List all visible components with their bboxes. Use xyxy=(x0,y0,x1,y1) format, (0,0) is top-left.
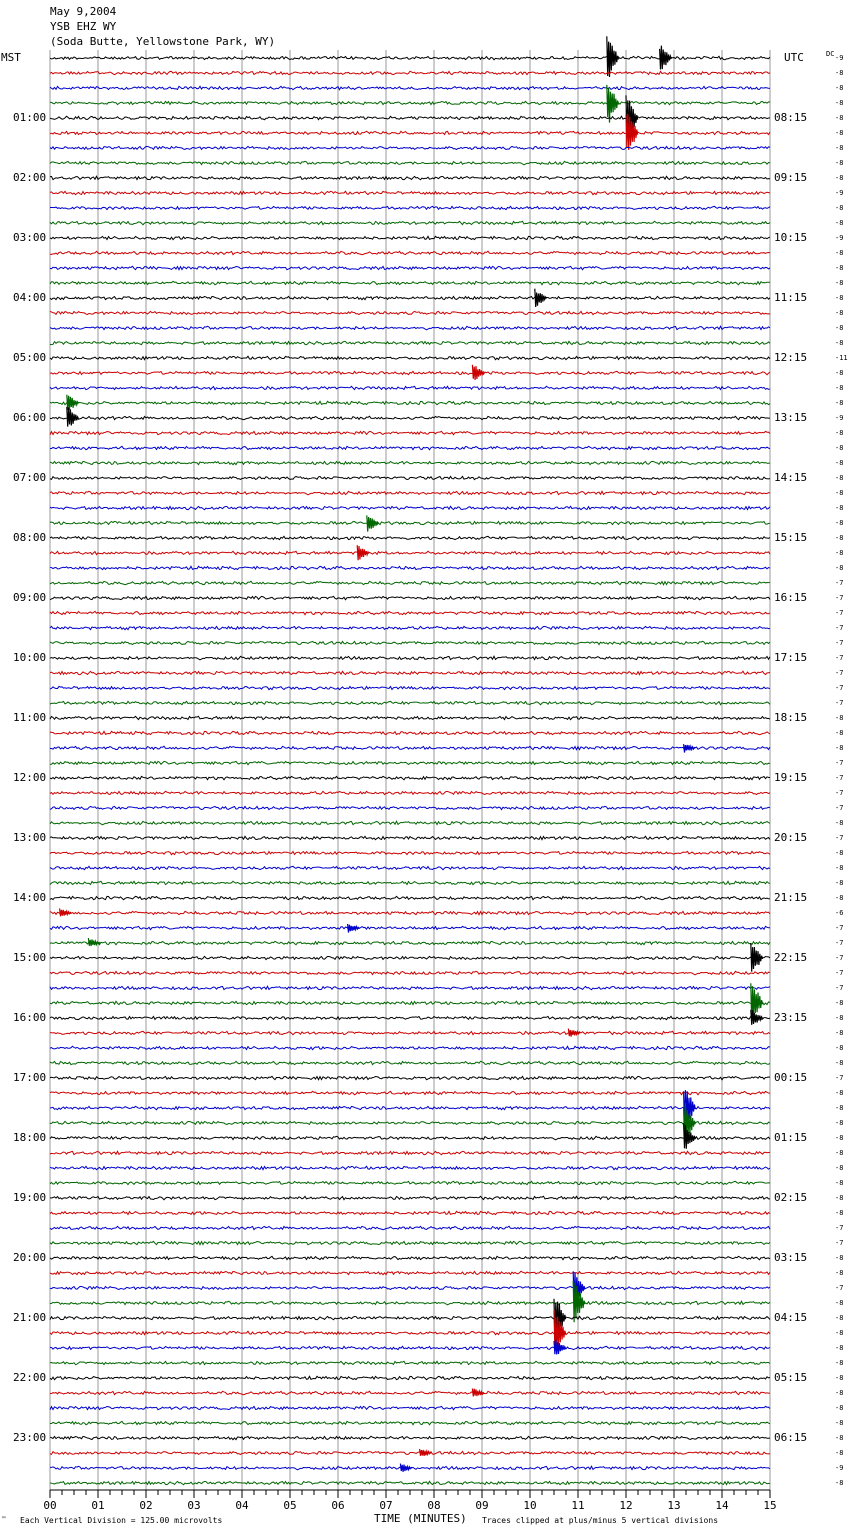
dc-offset-label: -8 xyxy=(835,309,844,317)
utc-time-label: 08:15 xyxy=(774,111,808,124)
dc-offset-label: -8 xyxy=(835,324,844,332)
dc-offset-label: -7 xyxy=(835,579,844,587)
mst-time-label: 03:00 xyxy=(13,231,47,244)
dc-offset-label: -6 xyxy=(835,909,844,917)
dc-offset-label: -7 xyxy=(835,1239,844,1247)
seismic-trace xyxy=(50,1016,770,1019)
x-tick-label: 06 xyxy=(331,1499,345,1512)
seismic-event xyxy=(535,289,547,307)
dc-offset-label: -7 xyxy=(835,924,844,932)
dc-offset-label: -8 xyxy=(835,1299,844,1307)
dc-offset-label: -8 xyxy=(835,384,844,392)
utc-time-label: 10:15 xyxy=(774,231,808,244)
mst-time-label: 11:00 xyxy=(13,711,47,724)
utc-time-label: 16:15 xyxy=(774,591,808,604)
seismic-trace xyxy=(50,251,770,254)
seismic-trace xyxy=(50,71,770,74)
seismic-trace xyxy=(50,896,770,899)
seismic-trace xyxy=(50,116,770,119)
dc-offset-label: -8 xyxy=(835,1419,844,1427)
seismic-trace xyxy=(50,1181,770,1184)
seismic-trace xyxy=(50,1346,770,1349)
seismic-trace xyxy=(50,371,770,374)
dc-offset-label: -7 xyxy=(835,804,844,812)
dc-offset-label: -7 xyxy=(835,669,844,677)
seismic-trace xyxy=(50,1361,770,1364)
utc-time-label: 05:15 xyxy=(774,1371,808,1384)
mst-time-label: 15:00 xyxy=(13,951,47,964)
dc-offset-label: -8 xyxy=(835,564,844,572)
dc-offset-label: -8 xyxy=(835,504,844,512)
x-tick-label: 02 xyxy=(139,1499,153,1512)
dc-offset-label: -8 xyxy=(835,459,844,467)
mst-time-label: 17:00 xyxy=(13,1071,47,1084)
x-tick-label: 01 xyxy=(91,1499,105,1512)
utc-time-label: 22:15 xyxy=(774,951,808,964)
dc-offset-label: -8 xyxy=(835,1014,844,1022)
seismic-trace xyxy=(50,221,770,224)
utc-time-label: 03:15 xyxy=(774,1251,808,1264)
utc-axis-label: UTC xyxy=(784,51,804,64)
x-axis-title: TIME (MINUTES) xyxy=(374,1512,467,1525)
dc-offset-label: -7 xyxy=(835,684,844,692)
seismic-trace xyxy=(50,1046,770,1049)
dc-offset-label: -7 xyxy=(835,954,844,962)
seismic-trace xyxy=(50,551,770,554)
dc-offset-label: -8 xyxy=(835,729,844,737)
dc-label: DC xyxy=(826,50,835,58)
dc-offset-label: -8 xyxy=(835,369,844,377)
seismic-trace xyxy=(50,521,770,524)
dc-offset-label: -8 xyxy=(835,519,844,527)
dc-offset-label: -8 xyxy=(835,264,844,272)
seismic-trace xyxy=(50,1451,770,1454)
dc-offset-label: -8 xyxy=(835,444,844,452)
dc-offset-label: -8 xyxy=(835,1479,844,1487)
seismic-trace xyxy=(50,746,770,750)
seismic-trace xyxy=(50,206,770,209)
dc-offset-label: -8 xyxy=(835,1374,844,1382)
dc-offset-label: -7 xyxy=(835,594,844,602)
mst-time-label: 08:00 xyxy=(13,531,47,544)
dc-offset-label: -7 xyxy=(835,699,844,707)
dc-offset-label: -7 xyxy=(835,939,844,947)
seismic-trace xyxy=(50,1241,770,1244)
seismic-trace xyxy=(50,836,770,839)
x-tick-label: 05 xyxy=(283,1499,297,1512)
seismic-trace xyxy=(50,1031,770,1034)
seismic-trace xyxy=(50,1226,770,1229)
seismic-trace xyxy=(50,1256,770,1259)
seismic-trace xyxy=(50,911,770,915)
seismic-trace xyxy=(50,1136,770,1140)
dc-offset-label: -8 xyxy=(835,144,844,152)
seismic-trace xyxy=(50,1421,770,1424)
dc-offset-label: -8 xyxy=(835,1269,844,1277)
seismic-trace xyxy=(50,941,770,944)
utc-time-label: 18:15 xyxy=(774,711,808,724)
x-tick-label: 11 xyxy=(571,1499,585,1512)
seismic-trace xyxy=(50,506,770,509)
seismic-trace xyxy=(50,1196,770,1199)
seismic-trace xyxy=(50,1331,770,1334)
utc-time-label: 19:15 xyxy=(774,771,808,784)
dc-offset-label: -7 xyxy=(835,609,844,617)
seismic-trace xyxy=(50,701,770,704)
dc-offset-label: -7 xyxy=(835,759,844,767)
mst-time-label: 02:00 xyxy=(13,171,47,184)
dc-offset-label: -7 xyxy=(835,774,844,782)
dc-offset-label: -8 xyxy=(835,159,844,167)
seismic-trace xyxy=(50,776,770,779)
dc-offset-label: -8 xyxy=(835,249,844,257)
dc-offset-label: -8 xyxy=(835,849,844,857)
mst-time-label: 20:00 xyxy=(13,1251,47,1264)
seismic-trace xyxy=(50,731,770,734)
dc-offset-label: -8 xyxy=(835,819,844,827)
dc-offset-label: -8 xyxy=(835,129,844,137)
mst-time-label: 22:00 xyxy=(13,1371,47,1384)
seismic-trace xyxy=(50,131,770,134)
utc-time-label: 00:15 xyxy=(774,1071,808,1084)
seismic-trace xyxy=(50,1286,770,1289)
seismic-trace xyxy=(50,1121,770,1124)
utc-time-label: 23:15 xyxy=(774,1011,808,1024)
mst-time-label: 06:00 xyxy=(13,411,47,424)
station-location: (Soda Butte, Yellowstone Park, WY) xyxy=(50,35,276,48)
dc-offset-label: -8 xyxy=(835,744,844,752)
seismic-trace xyxy=(50,461,770,464)
dc-offset-label: -8 xyxy=(835,1314,844,1322)
dc-offset-label: -8 xyxy=(835,69,844,77)
seismic-trace xyxy=(50,1211,770,1214)
seismic-trace xyxy=(50,1301,770,1305)
seismic-event xyxy=(367,515,379,531)
seismic-trace xyxy=(50,1001,770,1004)
dc-offset-label: -8 xyxy=(835,1119,844,1127)
dc-offset-label: -7 xyxy=(835,1284,844,1292)
seismic-trace xyxy=(50,611,770,614)
seismic-event xyxy=(357,545,369,560)
seismic-trace xyxy=(50,626,770,629)
seismic-trace xyxy=(50,791,770,794)
dc-offset-label: -8 xyxy=(835,279,844,287)
x-tick-label: 10 xyxy=(523,1499,537,1512)
seismic-trace xyxy=(50,326,770,330)
seismic-trace xyxy=(50,1316,770,1319)
x-tick-label: 15 xyxy=(763,1499,777,1512)
dc-offset-label: -7 xyxy=(835,834,844,842)
dc-offset-label: -8 xyxy=(835,1029,844,1037)
dc-offset-label: -8 xyxy=(835,879,844,887)
dc-offset-label: -9 xyxy=(835,1464,844,1472)
seismic-trace xyxy=(50,356,770,359)
mst-time-label: 05:00 xyxy=(13,351,47,364)
seismic-trace xyxy=(50,536,770,539)
seismic-trace xyxy=(50,1166,770,1169)
seismic-trace xyxy=(50,1271,770,1274)
mst-time-label: 09:00 xyxy=(13,591,47,604)
seismic-event xyxy=(348,924,360,933)
dc-offset-label: -7 xyxy=(835,654,844,662)
seismic-trace xyxy=(50,1436,770,1439)
dc-offset-label: -7 xyxy=(835,1224,844,1232)
mst-time-label: 10:00 xyxy=(13,651,47,664)
utc-time-label: 09:15 xyxy=(774,171,808,184)
seismic-trace xyxy=(50,881,770,884)
seismic-trace xyxy=(50,476,770,479)
seismic-trace xyxy=(50,1061,770,1064)
dc-offset-label: -8 xyxy=(835,84,844,92)
seismic-trace xyxy=(50,431,770,434)
station-code: YSB EHZ WY xyxy=(50,20,117,33)
dc-offset-label: -8 xyxy=(835,714,844,722)
seismic-trace xyxy=(50,566,770,569)
dc-offset-label: -8 xyxy=(835,219,844,227)
dc-offset-label: -8 xyxy=(835,1179,844,1187)
mst-time-label: 07:00 xyxy=(13,471,47,484)
dc-offset-label: -8 xyxy=(835,1404,844,1412)
dc-offset-label: -8 xyxy=(835,1254,844,1262)
dc-offset-label: -7 xyxy=(835,639,844,647)
dc-offset-label: -8 xyxy=(835,1344,844,1352)
seismic-event xyxy=(751,943,763,972)
seismic-trace xyxy=(50,401,770,404)
utc-time-label: 20:15 xyxy=(774,831,808,844)
seismic-trace xyxy=(50,191,770,194)
seismic-trace xyxy=(50,986,770,989)
mst-axis-label: MST xyxy=(1,51,21,64)
x-tick-label: 04 xyxy=(235,1499,249,1512)
mst-time-label: 23:00 xyxy=(13,1431,47,1444)
seismic-event xyxy=(684,744,696,752)
utc-time-label: 11:15 xyxy=(774,291,808,304)
dc-offset-label: -7 xyxy=(835,969,844,977)
seismic-trace xyxy=(50,926,770,929)
dc-offset-label: -8 xyxy=(835,294,844,302)
seismic-trace xyxy=(50,236,770,239)
dc-offset-label: -8 xyxy=(835,1059,844,1067)
seismic-event xyxy=(420,1449,432,1456)
dc-offset-label: -9 xyxy=(835,189,844,197)
seismic-trace xyxy=(50,416,770,419)
dc-offset-label: -8 xyxy=(835,894,844,902)
seismic-trace xyxy=(50,296,770,299)
utc-time-label: 12:15 xyxy=(774,351,808,364)
mst-time-label: 21:00 xyxy=(13,1311,47,1324)
seismic-trace xyxy=(50,866,770,869)
seismic-trace xyxy=(50,1151,770,1154)
seismic-trace xyxy=(50,596,770,599)
mst-time-label: 01:00 xyxy=(13,111,47,124)
seismic-trace xyxy=(50,341,770,344)
dc-offset-label: -8 xyxy=(835,1359,844,1367)
seismic-event xyxy=(660,46,672,70)
dc-offset-label: -8 xyxy=(835,1164,844,1172)
seismic-trace xyxy=(50,86,770,89)
seismic-trace xyxy=(50,446,770,449)
dc-offset-label: -8 xyxy=(835,1194,844,1202)
dc-offset-label: -7 xyxy=(835,1074,844,1082)
mst-time-label: 18:00 xyxy=(13,1131,47,1144)
dc-offset-label: -8 xyxy=(835,99,844,107)
utc-time-label: 04:15 xyxy=(774,1311,808,1324)
dc-offset-label: -8 xyxy=(835,1104,844,1112)
dc-offset-label: -8 xyxy=(835,474,844,482)
seismic-event xyxy=(400,1464,412,1472)
seismic-trace xyxy=(50,671,770,675)
seismic-trace xyxy=(50,176,770,179)
dc-offset-label: -8 xyxy=(835,174,844,182)
dc-offset-label: -7 xyxy=(835,984,844,992)
seismic-trace xyxy=(50,491,770,495)
seismic-trace xyxy=(50,266,770,269)
seismic-trace xyxy=(50,161,770,165)
clip-note: Traces clipped at plus/minus 5 vertical divisions xyxy=(482,1516,719,1525)
seismic-trace xyxy=(50,656,770,659)
dc-offset-label: -8 xyxy=(835,339,844,347)
dc-offset-label: -8 xyxy=(835,864,844,872)
seismic-trace xyxy=(50,1076,770,1079)
dc-offset-label: -8 xyxy=(835,399,844,407)
utc-time-label: 21:15 xyxy=(774,891,808,904)
seismic-trace xyxy=(50,1091,770,1094)
utc-time-label: 17:15 xyxy=(774,651,808,664)
dc-offset-label: -8 xyxy=(835,1434,844,1442)
utc-time-label: 14:15 xyxy=(774,471,808,484)
dc-offset-label: -8 xyxy=(835,1329,844,1337)
mst-time-label: 14:00 xyxy=(13,891,47,904)
seismic-trace xyxy=(50,101,770,104)
dc-offset-label: -8 xyxy=(835,549,844,557)
dc-offset-label: -8 xyxy=(835,1044,844,1052)
x-tick-label: 12 xyxy=(619,1499,633,1512)
mst-time-label: 04:00 xyxy=(13,291,47,304)
utc-time-label: 02:15 xyxy=(774,1191,808,1204)
seismic-event xyxy=(67,407,79,427)
seismic-trace xyxy=(50,761,770,764)
x-tick-label: 08 xyxy=(427,1499,441,1512)
seismic-trace xyxy=(50,971,770,975)
mst-time-label: 16:00 xyxy=(13,1011,47,1024)
seismic-trace xyxy=(50,1391,770,1394)
seismic-trace xyxy=(50,716,770,719)
x-tick-label: 00 xyxy=(43,1499,57,1512)
dc-offset-label: -8 xyxy=(835,204,844,212)
seismic-event xyxy=(607,36,619,77)
mst-time-label: 13:00 xyxy=(13,831,47,844)
dc-offset-label: -11 xyxy=(835,354,848,362)
dc-offset-label: -8 xyxy=(835,1089,844,1097)
utc-time-label: 06:15 xyxy=(774,1431,808,1444)
seismic-event xyxy=(60,908,72,916)
seismic-trace xyxy=(50,581,770,585)
record-date: May 9,2004 xyxy=(50,5,117,18)
dc-offset-label: -8 xyxy=(835,429,844,437)
seismic-trace xyxy=(50,311,770,314)
dc-offset-label: -8 xyxy=(835,1449,844,1457)
mst-time-label: 19:00 xyxy=(13,1191,47,1204)
x-tick-label: 13 xyxy=(667,1499,681,1512)
utc-time-label: 15:15 xyxy=(774,531,808,544)
utc-time-label: 13:15 xyxy=(774,411,808,424)
seismic-trace xyxy=(50,686,770,689)
x-tick-label: 07 xyxy=(379,1499,393,1512)
seismic-trace xyxy=(50,1406,770,1409)
dc-offset-label: -9 xyxy=(835,414,844,422)
seismic-trace xyxy=(50,851,770,854)
trademark-mark: ™ xyxy=(2,1516,6,1523)
x-tick-label: 09 xyxy=(475,1499,489,1512)
seismic-trace xyxy=(50,821,770,824)
dc-offset-label: -8 xyxy=(835,489,844,497)
dc-offset-label: -8 xyxy=(835,1389,844,1397)
dc-offset-label: -8 xyxy=(835,1134,844,1142)
x-tick-label: 03 xyxy=(187,1499,201,1512)
dc-offset-label: -7 xyxy=(835,624,844,632)
seismic-trace xyxy=(50,806,770,809)
dc-offset-label: -8 xyxy=(835,1209,844,1217)
seismic-trace xyxy=(50,1376,770,1379)
dc-offset-label: -8 xyxy=(835,999,844,1007)
seismic-trace xyxy=(50,386,770,389)
dc-offset-label: -8 xyxy=(835,114,844,122)
dc-offset-label: -7 xyxy=(835,789,844,797)
scale-note: Each Vertical Division = 125.00 microvolts xyxy=(20,1516,223,1525)
dc-offset-label: -8 xyxy=(835,534,844,542)
dc-offset-label: -9 xyxy=(835,54,844,62)
seismic-trace xyxy=(50,641,770,644)
mst-time-label: 12:00 xyxy=(13,771,47,784)
seismic-trace xyxy=(50,146,770,149)
seismic-trace xyxy=(50,1481,770,1484)
utc-time-label: 01:15 xyxy=(774,1131,808,1144)
dc-offset-label: -9 xyxy=(835,234,844,242)
seismic-trace xyxy=(50,1106,770,1110)
x-tick-label: 14 xyxy=(715,1499,729,1512)
seismic-trace xyxy=(50,956,770,959)
seismic-trace xyxy=(50,281,770,284)
dc-offset-label: -8 xyxy=(835,1149,844,1157)
